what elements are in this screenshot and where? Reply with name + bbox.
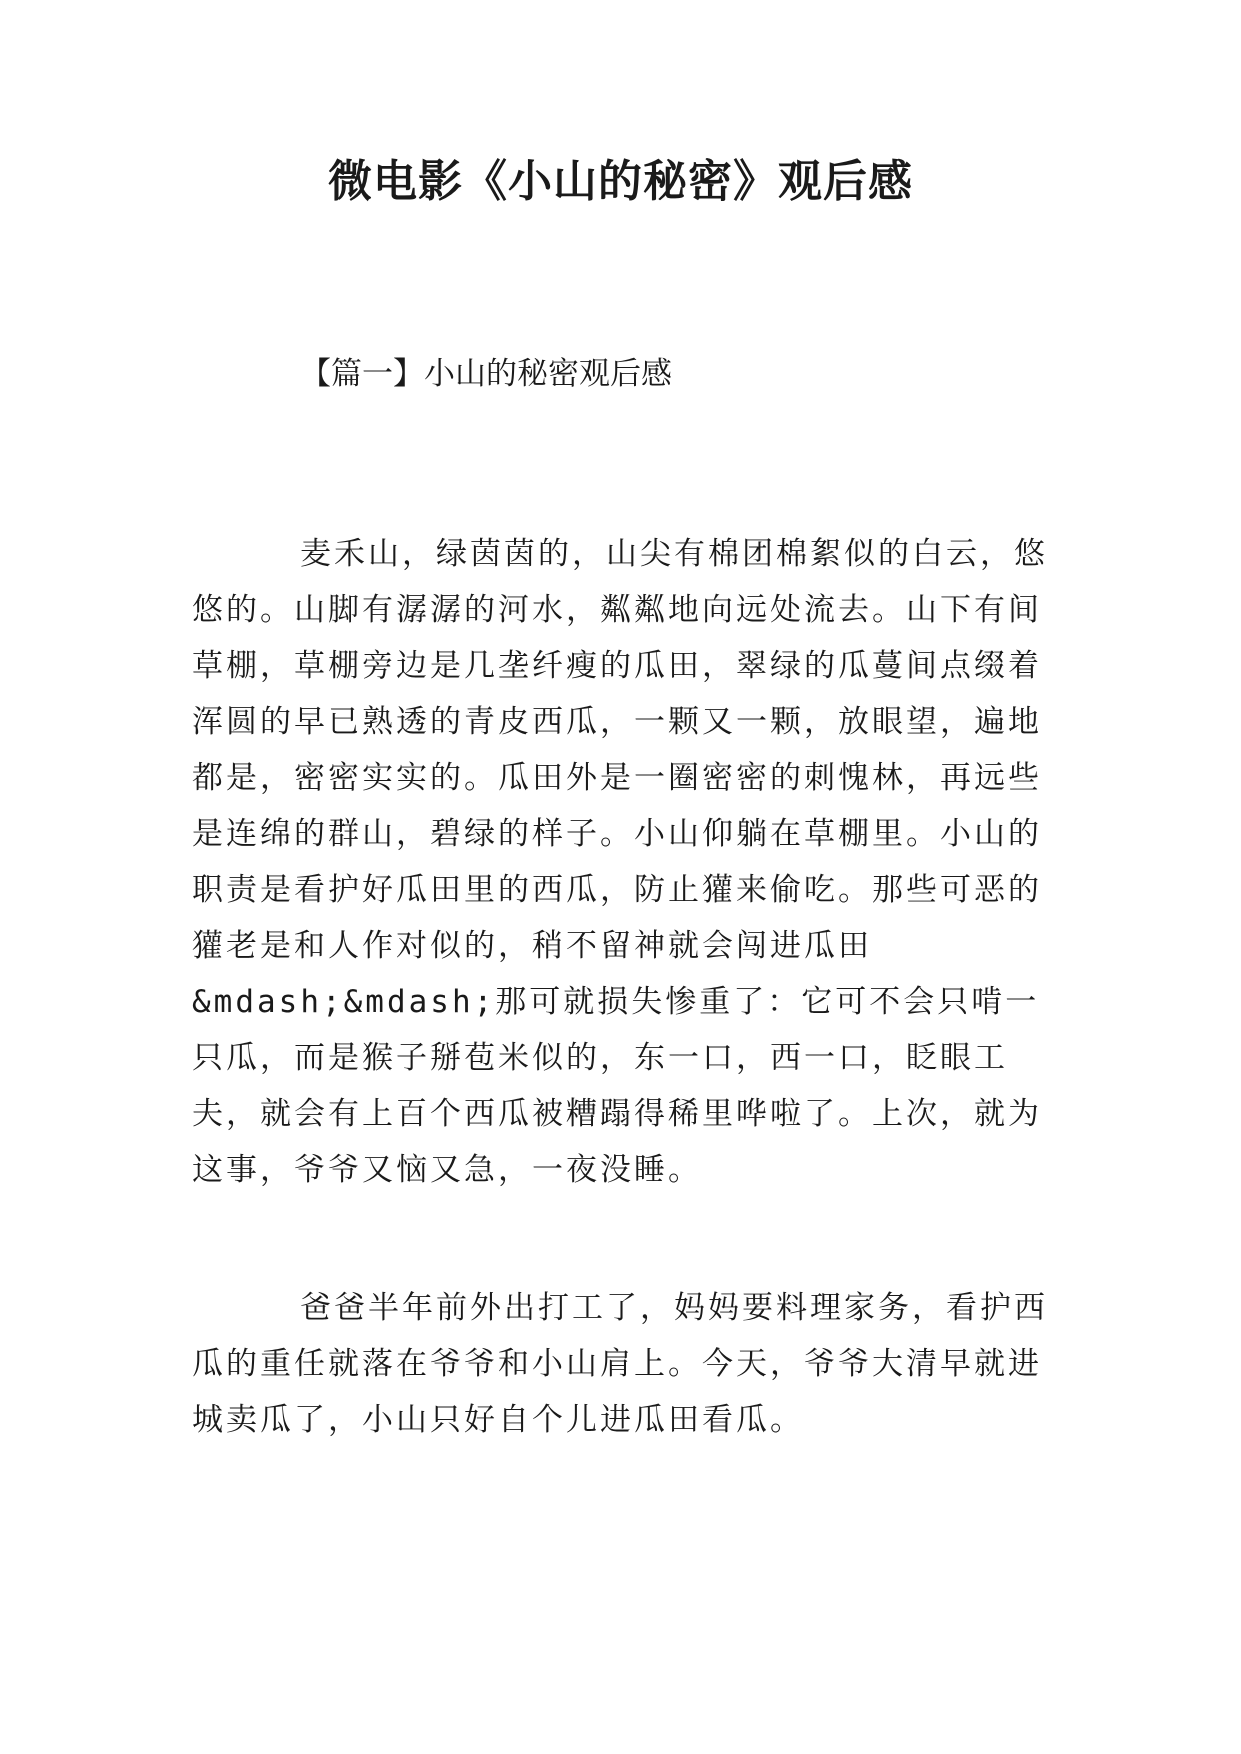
document-title: 微电影《小山的秘密》观后感 bbox=[328, 156, 913, 207]
body-paragraph-2: 爸爸半年前外出打工了，妈妈要料理家务，看护西瓜的重任就落在爷爷和小山肩上。今天，爷爷大清早就进城卖瓜了，小山只好自个儿进瓜田看瓜。 bbox=[192, 1290, 1048, 1438]
body-paragraph-1: 麦禾山，绿茵茵的，山尖有棉团棉絮似的白云，悠悠的。山脚有潺潺的河水，粼粼地向远处流去。山下有间草棚，草棚旁边是几垄纤瘦的瓜田，翠绿的瓜蔓间点缀着浑圆的早已熟透的青皮西瓜，一颗又一颗，放眼望，遍地都是，密密实实的。瓜田外是一圈密密的刺愧林，再远些是连绵的群山，碧绿的样子。小山仰躺在草棚里。小山的职责是看护好瓜田里的西瓜，防止獾来偷吃。那些可恶的獾老是和人作对似的，稍不留神就会闯进瓜田&mdash;&mdash;那可就损失惨重了：它可不会只啃一只瓜，而是猴子掰苞米似的，东一口，西一口，眨眼工夫，就会有上百个西瓜被糟蹋得稀里哗啦了。上次，就为这事，爷爷又恼又急，一夜没睡。 bbox=[192, 536, 1048, 1188]
section-heading: 【篇一】小山的秘密观后感 bbox=[300, 356, 672, 392]
